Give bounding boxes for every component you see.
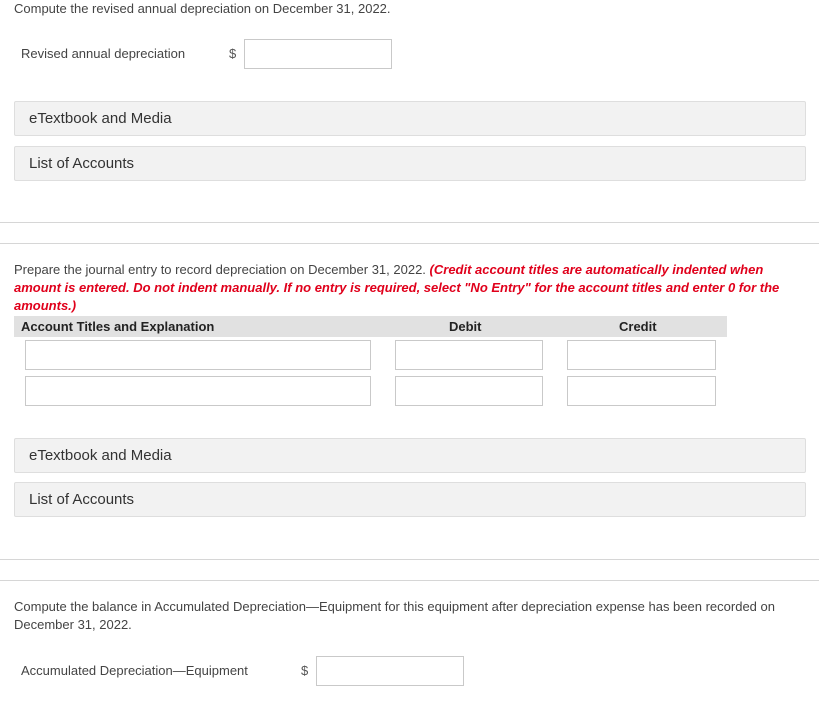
q1-prompt: Compute the revised annual depreciation on December 31, 2022. [14, 1, 391, 16]
currency-symbol: $ [301, 663, 309, 678]
revised-depreciation-label: Revised annual depreciation [21, 46, 186, 61]
header-credit: Credit [619, 319, 657, 334]
journal-table-header [14, 316, 727, 337]
q2-prompt-block [14, 261, 804, 315]
journal-row-2-debit-input[interactable] [395, 376, 543, 406]
section-divider [0, 243, 819, 244]
journal-row-1-account-input[interactable] [25, 340, 371, 370]
journal-row-2-account-input[interactable] [25, 376, 371, 406]
header-account-titles: Account Titles and Explanation [21, 319, 215, 334]
section-divider [0, 559, 819, 560]
currency-symbol: $ [229, 46, 237, 61]
journal-row-1-debit-input[interactable] [395, 340, 543, 370]
accumulated-depreciation-label: Accumulated Depreciation—Equipment [21, 663, 248, 678]
section-divider [0, 222, 819, 223]
q2-instruction: (Credit account titles are automatically indented when amount is entered. Do not indent manually. If no entry is required, select "No Entry" for the account titles and enter 0 for the amounts.) [14, 262, 780, 313]
list-of-accounts-toggle-2[interactable]: List of Accounts [14, 482, 806, 517]
journal-row-1-credit-input[interactable] [567, 340, 716, 370]
accumulated-depreciation-input[interactable] [316, 656, 464, 686]
etextbook-media-toggle-2[interactable]: eTextbook and Media [14, 438, 806, 473]
section-divider [0, 580, 819, 581]
list-of-accounts-toggle-1[interactable]: List of Accounts [14, 146, 806, 181]
etextbook-media-toggle-1[interactable]: eTextbook and Media [14, 101, 806, 136]
revised-depreciation-input[interactable] [244, 39, 392, 69]
q2-prompt: Prepare the journal entry to record depreciation on December 31, 2022. [14, 262, 426, 277]
q3-prompt: Compute the balance in Accumulated Depreciation—Equipment for this equipment after depreciation expense has been recorded on December 31, 2022. [14, 599, 775, 632]
journal-row-2-credit-input[interactable] [567, 376, 716, 406]
header-debit: Debit [449, 319, 482, 334]
